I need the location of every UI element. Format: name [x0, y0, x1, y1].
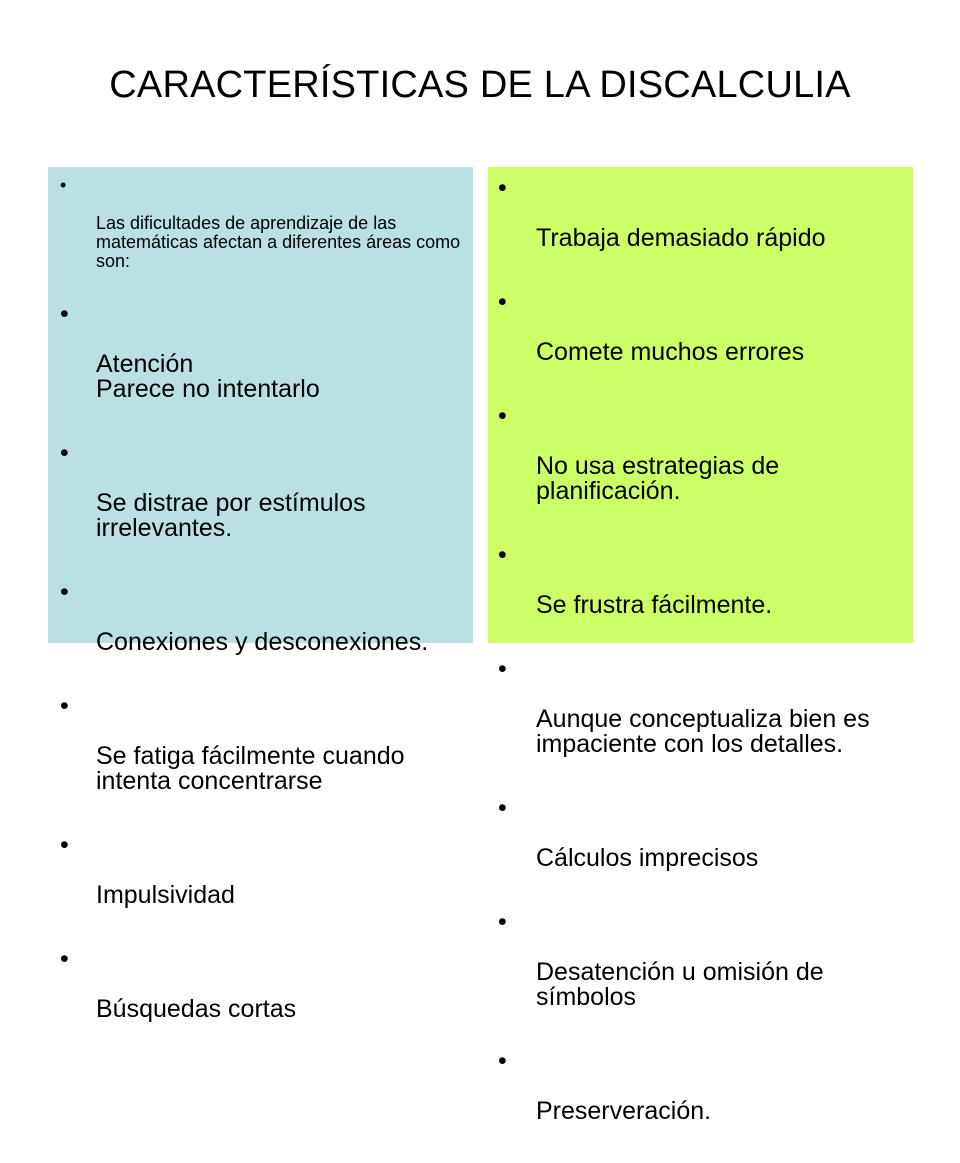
list-item-text: Se frustra fácilmente.: [536, 591, 773, 619]
list-item: [60, 441, 465, 566]
list-item-text: No usa estrategias de planificación.: [536, 452, 780, 505]
left-bullet-list: [60, 176, 465, 1061]
right-characteristics-panel: [488, 167, 913, 1125]
list-item-text: Trabaja demasiado rápido: [536, 224, 826, 252]
bullet-icon: •: [60, 831, 69, 859]
bullet-icon: •: [498, 794, 507, 822]
list-item-text: Preserveración.: [536, 1097, 712, 1125]
bullet-icon: •: [60, 945, 69, 973]
list-item-text: Conexiones y desconexiones.: [96, 628, 429, 656]
list-item-text: Cálculos imprecisos: [536, 844, 759, 872]
list-item: [498, 543, 908, 643]
list-item: [498, 910, 908, 1035]
list-item-text: Se distrae por estímulos irrelevantes.: [96, 489, 366, 542]
list-item: [60, 302, 465, 427]
bullet-icon: •: [60, 300, 69, 328]
bullet-icon: •: [498, 655, 507, 683]
bullet-icon: •: [498, 1047, 507, 1075]
list-item-text: Búsquedas cortas: [96, 995, 297, 1023]
list-item: [498, 404, 908, 529]
list-item: [60, 580, 465, 680]
bullet-icon: •: [498, 402, 507, 430]
list-item-text: Impulsividad: [96, 881, 235, 909]
list-item: [498, 1049, 908, 1149]
list-item: [498, 176, 908, 276]
list-item-text: Las dificultades de aprendizaje de las matemáticas afectan a diferentes áreas como son:: [96, 213, 461, 271]
list-item: [60, 694, 465, 819]
bullet-icon: •: [498, 174, 507, 202]
bullet-icon: •: [60, 578, 69, 606]
list-item-text: Desatención u omisión de símbolos: [536, 958, 824, 1011]
bullet-icon: •: [498, 908, 507, 936]
list-item-text: Se fatiga fácilmente cuando intenta concentrarse: [96, 742, 405, 795]
list-item: [498, 290, 908, 390]
list-item: [60, 833, 465, 933]
bullet-icon: •: [498, 288, 507, 316]
bullet-icon: •: [60, 692, 69, 720]
slide-title: CARACTERÍSTICAS DE LA DISCALCULIA: [109, 64, 851, 106]
list-item-text: Atención Parece no intentarlo: [96, 350, 320, 403]
list-item-text: Comete muchos errores: [536, 338, 805, 366]
list-item-text: Aunque conceptualiza bien es impaciente con los detalles.: [536, 705, 870, 758]
list-item: [498, 796, 908, 896]
list-item: [60, 947, 465, 1047]
bullet-icon: •: [498, 541, 507, 569]
bullet-icon: •: [60, 439, 69, 467]
bullet-icon: •: [60, 175, 67, 195]
list-item: [60, 176, 465, 290]
left-characteristics-panel: [48, 167, 473, 1023]
right-bullet-list: [498, 176, 908, 1163]
